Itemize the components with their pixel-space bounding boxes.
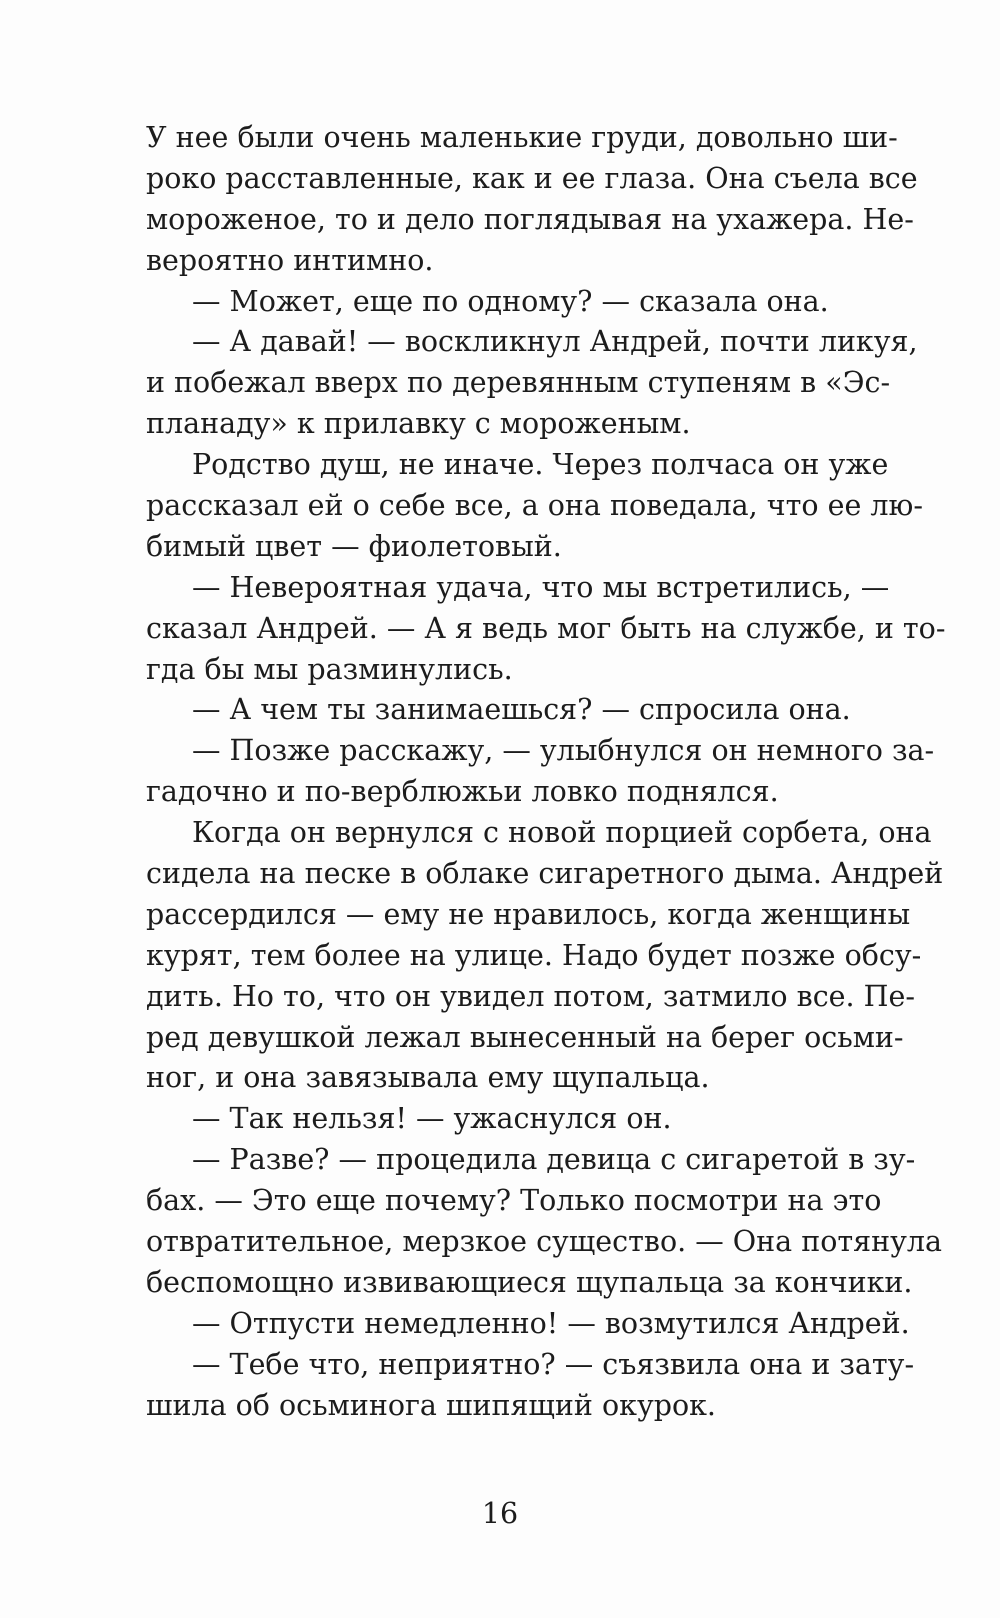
text-line: ред девушкой лежал вынесенный на берег осьми-: [146, 1020, 904, 1054]
text-line: беспомощно извивающиеся щупальца за кончики.: [146, 1265, 913, 1299]
text-line: — Может, еще по одному? — сказала она.: [192, 284, 829, 318]
text-line: вероятно интимно.: [146, 243, 434, 277]
body-text: [146, 118, 946, 1427]
text-line: сказал Андрей. — А я ведь мог быть на службе, и то-: [146, 611, 946, 645]
text-line: курят, тем более на улице. Надо будет позже обсу-: [146, 938, 922, 972]
text-line: сидела на песке в облаке сигаретного дыма. Андрей: [146, 857, 944, 891]
text-line: рассердился — ему не нравилось, когда женщины: [146, 897, 911, 931]
text-line: — Невероятная удача, что мы встретились, —: [192, 570, 890, 604]
text-line: ног, и она завязывала ему щупальца.: [146, 1061, 710, 1095]
text-line: У нее были очень маленькие груди, довольно ши-: [146, 121, 898, 154]
text-line: бимый цвет — фиолетовый.: [146, 529, 562, 563]
text-line: роко расставленные, как и ее глаза. Она съела все: [146, 161, 918, 195]
text-line: шила об осьминога шипящий окурок.: [146, 1388, 716, 1422]
text-line: гадочно и по-верблюжьи ловко поднялся.: [146, 775, 779, 809]
page-number: 16: [481, 1497, 519, 1530]
text-line: дить. Но то, что он увидел потом, затмило все. Пе-: [146, 979, 915, 1013]
text-line: — Тебе что, неприятно? — съязвила она и зату-: [192, 1347, 915, 1381]
text-line: — Отпусти немедленно! — возмутился Андрей.: [192, 1306, 910, 1340]
text-line: отвратительное, мерзкое существо. — Она потянула: [146, 1225, 942, 1259]
text-line: — Так нельзя! — ужаснулся он.: [192, 1102, 672, 1136]
text-line: мороженое, то и дело поглядывая на ухажера. Не-: [146, 202, 914, 236]
text-line: — А давай! — воскликнул Андрей, почти ликуя,: [192, 325, 918, 359]
text-line: рассказал ей о себе все, а она поведала, что ее лю-: [146, 489, 923, 523]
text-line: бах. — Это еще почему? Только посмотри на это: [146, 1184, 882, 1218]
text-line: — А чем ты занимаешься? — спросила она.: [192, 693, 851, 727]
text-line: и побежал вверх по деревянным ступеням в «Эс-: [146, 366, 891, 400]
text-line: — Позже расскажу, — улыбнулся он немного за-: [192, 734, 935, 768]
text-line: Родство душ, не иначе. Через полчаса он уже: [192, 448, 889, 482]
text-line: Когда он вернулся с новой порцией сорбета, она: [192, 816, 932, 850]
text-line: планаду» к прилавку с мороженым.: [146, 407, 691, 441]
text-line: — Разве? — процедила девица с сигаретой в зу-: [192, 1143, 916, 1177]
text-line: гда бы мы разминулись.: [146, 652, 513, 686]
